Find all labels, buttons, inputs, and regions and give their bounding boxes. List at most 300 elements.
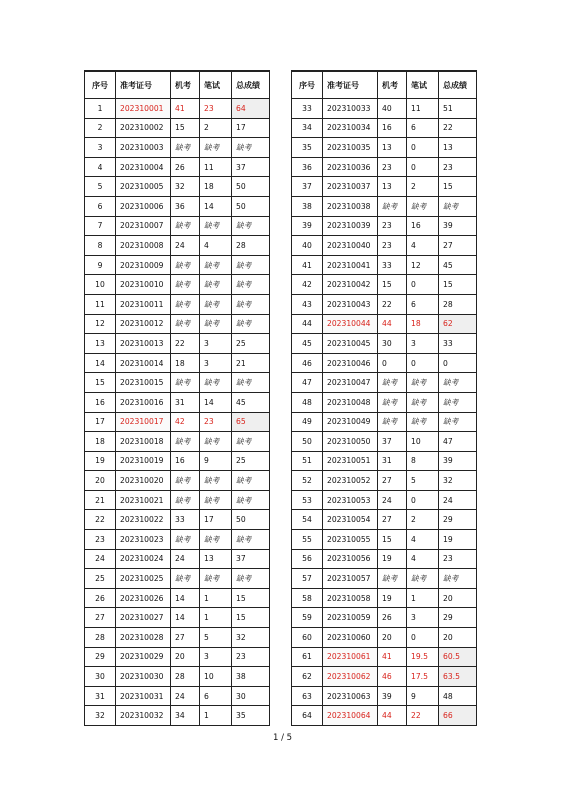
cell-exam-id: 202310001 [116,99,171,119]
cell-written-score: 8 [407,451,439,471]
cell-written-score: 0 [407,490,439,510]
cell-seq: 47 [292,373,323,393]
cell-exam-id: 202310048 [323,392,378,412]
table-row [292,549,477,569]
table-row [292,647,477,667]
cell-written-score: 19.5 [407,647,439,667]
cell-seq: 11 [85,294,116,314]
cell-total-score: 15 [232,588,270,608]
cell-written-score: 缺考 [200,314,232,334]
cell-exam-id: 202310011 [116,294,171,314]
cell-computer-score: 缺考 [171,490,200,510]
cell-exam-id: 202310030 [116,667,171,687]
cell-written-score: 4 [407,549,439,569]
cell-seq: 52 [292,471,323,491]
cell-total-score: 39 [439,451,477,471]
table-row [292,608,477,628]
cell-seq: 27 [85,608,116,628]
cell-seq: 20 [85,471,116,491]
cell-total-score: 33 [439,334,477,354]
cell-exam-id: 202310034 [323,118,378,138]
header-seq: 序号 [85,71,116,99]
cell-seq: 61 [292,647,323,667]
header-total-score: 总成绩 [439,71,477,99]
cell-written-score: 缺考 [200,138,232,158]
cell-computer-score: 缺考 [171,294,200,314]
cell-seq: 42 [292,275,323,295]
cell-written-score: 0 [407,353,439,373]
cell-computer-score: 44 [378,706,407,726]
cell-exam-id: 202310039 [323,216,378,236]
table-row [85,138,270,158]
cell-written-score: 1 [200,706,232,726]
table-row [85,412,270,432]
cell-total-score: 19 [439,530,477,550]
table-row [85,294,270,314]
cell-computer-score: 32 [171,177,200,197]
table-row [85,118,270,138]
cell-exam-id: 202310002 [116,118,171,138]
cell-exam-id: 202310015 [116,373,171,393]
table-row [85,569,270,589]
cell-computer-score: 23 [378,236,407,256]
cell-exam-id: 202310024 [116,549,171,569]
cell-total-score: 32 [439,471,477,491]
cell-exam-id: 202310062 [323,667,378,687]
cell-exam-id: 202310051 [323,451,378,471]
cell-seq: 36 [292,157,323,177]
cell-seq: 5 [85,177,116,197]
table-row [85,157,270,177]
cell-seq: 22 [85,510,116,530]
cell-exam-id: 202310005 [116,177,171,197]
cell-written-score: 缺考 [200,216,232,236]
cell-exam-id: 202310027 [116,608,171,628]
cell-exam-id: 202310038 [323,196,378,216]
cell-total-score: 63.5 [439,667,477,687]
cell-total-score: 47 [439,432,477,452]
cell-seq: 46 [292,353,323,373]
cell-written-score: 1 [200,588,232,608]
cell-computer-score: 31 [378,451,407,471]
cell-total-score: 48 [439,686,477,706]
cell-computer-score: 13 [378,138,407,158]
cell-exam-id: 202310035 [323,138,378,158]
cell-written-score: 缺考 [200,432,232,452]
cell-computer-score: 26 [171,157,200,177]
cell-seq: 28 [85,628,116,648]
cell-computer-score: 27 [378,510,407,530]
cell-exam-id: 202310007 [116,216,171,236]
cell-total-score: 27 [439,236,477,256]
table-row [292,99,477,119]
table-row [85,99,270,119]
cell-total-score: 50 [232,177,270,197]
cell-total-score: 39 [439,216,477,236]
cell-computer-score: 28 [171,667,200,687]
table-row [292,138,477,158]
cell-computer-score: 46 [378,667,407,687]
table-row [85,667,270,687]
cell-total-score: 37 [232,549,270,569]
table-row [292,530,477,550]
cell-exam-id: 202310061 [323,647,378,667]
cell-total-score: 24 [439,490,477,510]
cell-computer-score: 27 [171,628,200,648]
cell-written-score: 6 [200,686,232,706]
cell-exam-id: 202310059 [323,608,378,628]
table-row [292,275,477,295]
cell-written-score: 10 [407,432,439,452]
table-row [85,549,270,569]
cell-seq: 49 [292,412,323,432]
cell-computer-score: 41 [378,647,407,667]
table-row [292,353,477,373]
cell-computer-score: 缺考 [171,530,200,550]
cell-computer-score: 44 [378,314,407,334]
cell-written-score: 9 [407,686,439,706]
cell-total-score: 缺考 [439,412,477,432]
cell-seq: 14 [85,353,116,373]
cell-total-score: 23 [232,647,270,667]
table-header-row [292,71,477,99]
cell-seq: 7 [85,216,116,236]
cell-written-score: 1 [407,588,439,608]
cell-seq: 38 [292,196,323,216]
cell-total-score: 缺考 [232,432,270,452]
table-row [292,451,477,471]
cell-seq: 50 [292,432,323,452]
cell-computer-score: 24 [378,490,407,510]
cell-total-score: 缺考 [439,569,477,589]
cell-written-score: 缺考 [200,490,232,510]
cell-computer-score: 24 [171,686,200,706]
cell-computer-score: 15 [378,275,407,295]
cell-total-score: 15 [232,608,270,628]
cell-exam-id: 202310063 [323,686,378,706]
cell-computer-score: 24 [171,236,200,256]
cell-computer-score: 27 [378,471,407,491]
cell-total-score: 38 [232,667,270,687]
table-row [292,432,477,452]
cell-total-score: 15 [439,275,477,295]
cell-total-score: 65 [232,412,270,432]
cell-written-score: 6 [407,118,439,138]
cell-exam-id: 202310053 [323,490,378,510]
table-row [292,588,477,608]
cell-total-score: 62 [439,314,477,334]
table-row [85,353,270,373]
cell-computer-score: 39 [378,686,407,706]
cell-exam-id: 202310023 [116,530,171,550]
cell-seq: 29 [85,647,116,667]
cell-written-score: 缺考 [200,373,232,393]
cell-total-score: 缺考 [439,373,477,393]
cell-total-score: 缺考 [232,314,270,334]
cell-total-score: 缺考 [232,373,270,393]
cell-seq: 62 [292,667,323,687]
cell-computer-score: 缺考 [378,392,407,412]
cell-computer-score: 16 [171,451,200,471]
table-header-row [85,71,270,99]
cell-seq: 53 [292,490,323,510]
cell-computer-score: 40 [378,99,407,119]
cell-exam-id: 202310043 [323,294,378,314]
cell-written-score: 缺考 [407,569,439,589]
cell-exam-id: 202310041 [323,255,378,275]
cell-written-score: 22 [407,706,439,726]
cell-seq: 3 [85,138,116,158]
header-computer-exam: 机考 [378,71,407,99]
cell-written-score: 0 [407,275,439,295]
cell-seq: 34 [292,118,323,138]
cell-computer-score: 0 [378,353,407,373]
cell-exam-id: 202310018 [116,432,171,452]
cell-written-score: 5 [407,471,439,491]
cell-total-score: 29 [439,510,477,530]
cell-exam-id: 202310025 [116,569,171,589]
cell-computer-score: 34 [171,706,200,726]
cell-computer-score: 23 [378,157,407,177]
table-row [85,471,270,491]
cell-computer-score: 13 [378,177,407,197]
table-row [85,686,270,706]
cell-seq: 21 [85,490,116,510]
cell-total-score: 缺考 [232,275,270,295]
cell-computer-score: 19 [378,588,407,608]
cell-computer-score: 24 [171,549,200,569]
cell-computer-score: 30 [378,334,407,354]
cell-written-score: 14 [200,196,232,216]
cell-written-score: 缺考 [407,373,439,393]
cell-written-score: 2 [407,510,439,530]
table-row [85,334,270,354]
cell-seq: 37 [292,177,323,197]
table-row [85,196,270,216]
cell-written-score: 3 [407,334,439,354]
cell-computer-score: 缺考 [378,569,407,589]
cell-seq: 25 [85,569,116,589]
cell-written-score: 1 [200,608,232,628]
cell-exam-id: 202310064 [323,706,378,726]
cell-exam-id: 202310013 [116,334,171,354]
cell-written-score: 0 [407,138,439,158]
cell-exam-id: 202310031 [116,686,171,706]
cell-computer-score: 20 [171,647,200,667]
table-row [85,236,270,256]
cell-written-score: 缺考 [407,196,439,216]
cell-computer-score: 31 [171,392,200,412]
cell-computer-score: 33 [171,510,200,530]
header-seq: 序号 [292,71,323,99]
cell-written-score: 缺考 [200,294,232,314]
cell-total-score: 29 [439,608,477,628]
table-row [292,216,477,236]
cell-written-score: 3 [200,334,232,354]
cell-exam-id: 202310026 [116,588,171,608]
header-exam-id: 准考证号 [323,71,378,99]
cell-exam-id: 202310042 [323,275,378,295]
cell-total-score: 51 [439,99,477,119]
cell-exam-id: 202310021 [116,490,171,510]
cell-total-score: 28 [232,236,270,256]
cell-total-score: 32 [232,628,270,648]
table-row [85,392,270,412]
cell-total-score: 23 [439,549,477,569]
cell-total-score: 缺考 [232,294,270,314]
table-row [85,451,270,471]
cell-seq: 19 [85,451,116,471]
cell-exam-id: 202310055 [323,530,378,550]
cell-exam-id: 202310050 [323,432,378,452]
cell-exam-id: 202310060 [323,628,378,648]
table-row [85,432,270,452]
table-row [85,706,270,726]
cell-total-score: 20 [439,628,477,648]
cell-seq: 63 [292,686,323,706]
cell-exam-id: 202310006 [116,196,171,216]
cell-seq: 24 [85,549,116,569]
table-row [292,392,477,412]
cell-written-score: 缺考 [200,255,232,275]
table-row [85,490,270,510]
table-row [292,236,477,256]
cell-exam-id: 202310052 [323,471,378,491]
cell-exam-id: 202310058 [323,588,378,608]
table-row [85,510,270,530]
cell-exam-id: 202310054 [323,510,378,530]
cell-seq: 54 [292,510,323,530]
score-table-right-body [292,99,477,726]
cell-written-score: 18 [200,177,232,197]
cell-total-score: 17 [232,118,270,138]
cell-total-score: 28 [439,294,477,314]
cell-total-score: 66 [439,706,477,726]
cell-computer-score: 缺考 [171,569,200,589]
header-computer-exam: 机考 [171,71,200,99]
cell-written-score: 缺考 [407,392,439,412]
table-row [292,118,477,138]
cell-exam-id: 202310044 [323,314,378,334]
page-number: 1 / 5 [272,733,293,743]
cell-exam-id: 202310046 [323,353,378,373]
cell-total-score: 13 [439,138,477,158]
table-row [292,294,477,314]
cell-seq: 64 [292,706,323,726]
table-row [292,157,477,177]
cell-computer-score: 缺考 [171,432,200,452]
table-row [85,275,270,295]
cell-seq: 58 [292,588,323,608]
table-row [292,334,477,354]
cell-exam-id: 202310037 [323,177,378,197]
cell-total-score: 缺考 [439,196,477,216]
cell-total-score: 23 [439,157,477,177]
cell-computer-score: 33 [378,255,407,275]
cell-written-score: 9 [200,451,232,471]
table-row [292,569,477,589]
cell-computer-score: 缺考 [378,373,407,393]
cell-written-score: 17 [200,510,232,530]
cell-total-score: 21 [232,353,270,373]
cell-seq: 40 [292,236,323,256]
cell-seq: 30 [85,667,116,687]
table-row [85,608,270,628]
cell-written-score: 缺考 [407,412,439,432]
cell-seq: 43 [292,294,323,314]
table-row [85,588,270,608]
cell-exam-id: 202310045 [323,334,378,354]
cell-seq: 60 [292,628,323,648]
cell-computer-score: 41 [171,99,200,119]
cell-total-score: 15 [439,177,477,197]
cell-seq: 17 [85,412,116,432]
table-row [292,490,477,510]
cell-exam-id: 202310008 [116,236,171,256]
cell-seq: 4 [85,157,116,177]
cell-written-score: 14 [200,392,232,412]
cell-computer-score: 缺考 [171,471,200,491]
cell-seq: 26 [85,588,116,608]
table-row [292,412,477,432]
cell-written-score: 11 [407,99,439,119]
cell-computer-score: 37 [378,432,407,452]
cell-total-score: 20 [439,588,477,608]
cell-seq: 39 [292,216,323,236]
cell-computer-score: 36 [171,196,200,216]
cell-written-score: 缺考 [200,530,232,550]
cell-computer-score: 15 [378,530,407,550]
cell-written-score: 4 [407,236,439,256]
cell-exam-id: 202310009 [116,255,171,275]
cell-exam-id: 202310040 [323,236,378,256]
cell-computer-score: 14 [171,608,200,628]
cell-computer-score: 缺考 [171,255,200,275]
cell-computer-score: 缺考 [171,216,200,236]
cell-seq: 15 [85,373,116,393]
cell-seq: 51 [292,451,323,471]
cell-computer-score: 16 [378,118,407,138]
cell-computer-score: 15 [171,118,200,138]
cell-seq: 57 [292,569,323,589]
cell-computer-score: 缺考 [378,412,407,432]
cell-computer-score: 23 [378,216,407,236]
cell-computer-score: 缺考 [171,138,200,158]
cell-seq: 8 [85,236,116,256]
cell-total-score: 缺考 [232,569,270,589]
table-row [292,255,477,275]
cell-total-score: 缺考 [439,392,477,412]
cell-seq: 2 [85,118,116,138]
table-row [85,177,270,197]
cell-exam-id: 202310029 [116,647,171,667]
cell-seq: 33 [292,99,323,119]
cell-seq: 35 [292,138,323,158]
cell-written-score: 3 [200,353,232,373]
cell-written-score: 3 [407,608,439,628]
cell-seq: 6 [85,196,116,216]
cell-total-score: 25 [232,334,270,354]
cell-total-score: 64 [232,99,270,119]
cell-written-score: 11 [200,157,232,177]
header-total-score: 总成绩 [232,71,270,99]
cell-computer-score: 18 [171,353,200,373]
table-row [85,314,270,334]
cell-exam-id: 202310019 [116,451,171,471]
table-row [292,667,477,687]
cell-seq: 45 [292,334,323,354]
cell-computer-score: 22 [171,334,200,354]
